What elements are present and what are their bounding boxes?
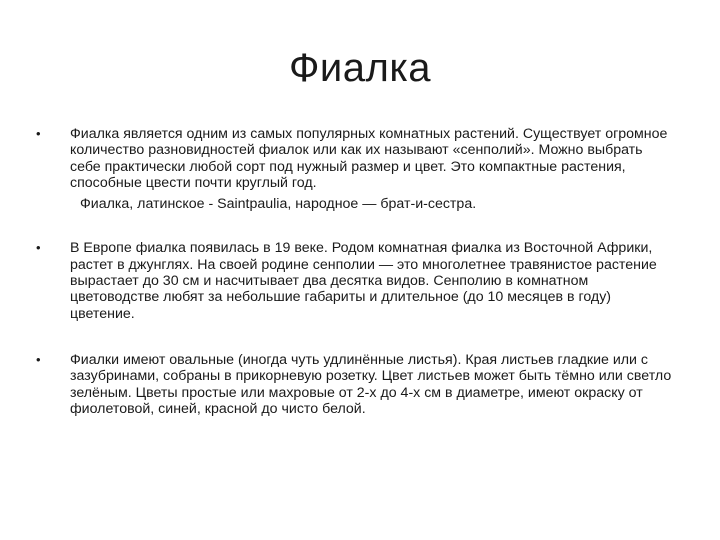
bullet-item <box>36 240 676 321</box>
slide-title: Фиалка <box>289 46 431 90</box>
bullet-text: Фиалка является одним из самых популярных комнатных растений. Существует огромное количество разновидностей фиалок или как их называют «сенполий». Можно выбрать себе практически любой сорт под нужный размер и цвет. Это компактные растения, способные цвести почти круглый год. <box>70 126 668 191</box>
bullet-text: Фиалки имеют овальные (иногда чуть удлинённые листья). Края листьев гладкие или с зазубринами, собраны в прикорневую розетку. Цвет листьев может быть тёмно или светло зелёным. Цветы простые или махровые от 2-х до 4-х см в диаметре, имеют окраску от фиолетовой, синей, красной до чисто белой. <box>70 351 672 417</box>
bullet-item <box>36 126 676 212</box>
bullet-text: В Европе фиалка появилась в 19 веке. Родом комнатная фиалка из Восточной Африки, растет в джунглях. На своей родине сенполии — это многолетнее травянистое растение вырастает до 30 см и насчитывает два десятка видов. Сенполию в комнатном цветоводстве любят за небольшие габариты и длительное (до 10 месяцев в году) цветение. <box>70 240 657 322</box>
bullet-marker: • <box>36 351 41 367</box>
bullet-list <box>36 126 676 445</box>
bullet-marker: • <box>36 126 41 141</box>
bullet-marker: • <box>36 240 41 256</box>
bullet-item <box>36 352 676 417</box>
bullet-extra-text: Фиалка, латинское - Saintpaulia, народное — брат-и-сестра. <box>80 196 477 213</box>
